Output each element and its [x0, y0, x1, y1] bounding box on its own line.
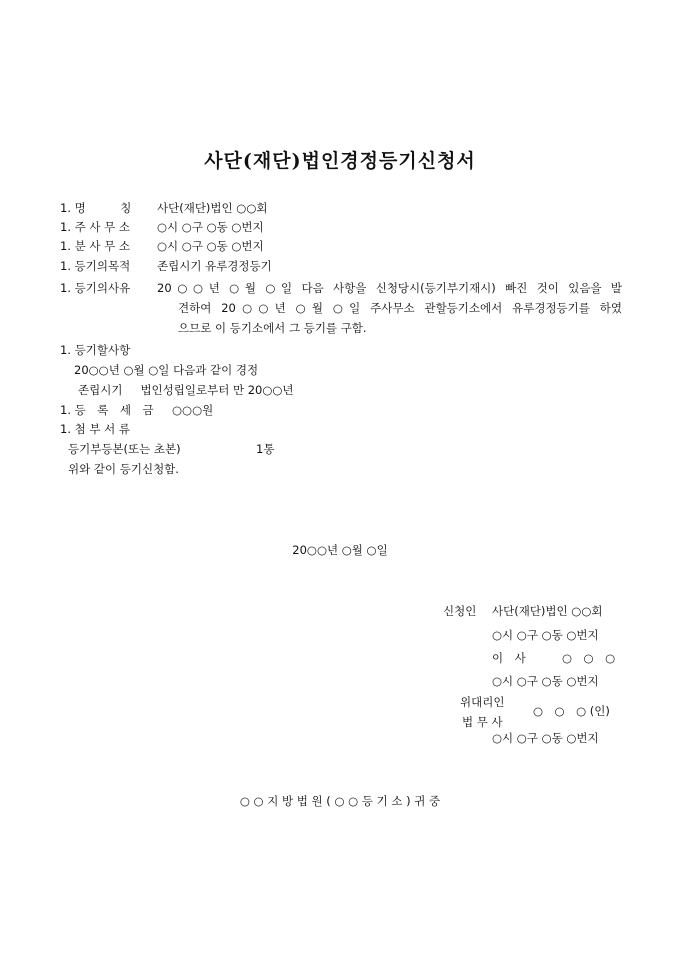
- closing-statement: 위와 같이 등기신청함.: [68, 462, 179, 476]
- filing-date: 20○○년 ○월 ○일: [292, 543, 388, 557]
- agent-address: ○시 ○구 ○동 ○번지: [492, 731, 599, 745]
- duration-value: 법인성립일로부터 만 20○○년: [140, 383, 294, 397]
- field-value: 사단(재단)법인 ○○회: [157, 201, 268, 215]
- duration-label: 존립시기: [78, 383, 123, 397]
- field-tax: [60, 402, 213, 420]
- director-name: ○ ○ ○: [562, 651, 616, 665]
- applicant-address: ○시 ○구 ○동 ○번지: [492, 628, 599, 642]
- field-label: 1. 주 사 무 소: [60, 220, 131, 234]
- field-label: 1. 등 록 세 금: [60, 403, 154, 417]
- field-value: ○시 ○구 ○동 ○번지: [157, 220, 264, 234]
- registration-items-label: 1. 등기할사항: [60, 343, 131, 357]
- field-branch-office: [60, 238, 264, 256]
- field-purpose: [60, 258, 272, 276]
- field-main-office: [60, 219, 264, 237]
- applicant-label: 신청인: [443, 604, 477, 618]
- field-value: 존립시기 유루경정등기: [157, 259, 272, 273]
- agent-name-seal: ○ ○ ○ (인): [533, 704, 610, 718]
- reason-label: 1. 등기의사유: [60, 281, 131, 295]
- attachment-count: 1통: [256, 442, 275, 456]
- document-title: 사단(재단)법인경정등기신청서: [204, 150, 476, 172]
- applicant-name: 사단(재단)법인 ○○회: [492, 604, 603, 618]
- field-value: ○○○원: [172, 403, 214, 417]
- director-label: 이 사: [492, 651, 526, 665]
- field-label: 1. 명 칭: [60, 201, 132, 215]
- attachment-item: 등기부등본(또는 초본): [68, 442, 181, 456]
- registration-items-line-2: [78, 382, 294, 398]
- director-address: ○시 ○구 ○동 ○번지: [492, 674, 599, 688]
- reason-line-3: 으므로 이 등기소에서 그 등기를 구함.: [178, 321, 367, 335]
- reason-line-2: 견하여 20○○년 ○월 ○일 주사무소 관할등기소에서 유루경정등기를 하였: [178, 301, 622, 315]
- field-label: 1. 분 사 무 소: [60, 239, 131, 253]
- field-name: [60, 200, 267, 218]
- agent-title: 법 무 사: [462, 715, 503, 729]
- field-value: ○시 ○구 ○동 ○번지: [157, 239, 264, 253]
- attachments-label: 1. 첨 부 서 류: [60, 422, 131, 436]
- court-addressee: ○ ○ 지 방 법 원 ( ○ ○ 등 기 소 ) 귀 중: [239, 794, 441, 808]
- reason-line-1: 20○○년 ○월 ○일 다음 사항을 신청당시(등기부기재시) 빠진 것이 있음을 발: [157, 281, 622, 295]
- agent-label: 위대리인: [460, 695, 505, 709]
- registration-items-line-1: 20○○년 ○월 ○일 다음과 같이 경정: [74, 363, 259, 377]
- field-label: 1. 등기의목적: [60, 259, 131, 273]
